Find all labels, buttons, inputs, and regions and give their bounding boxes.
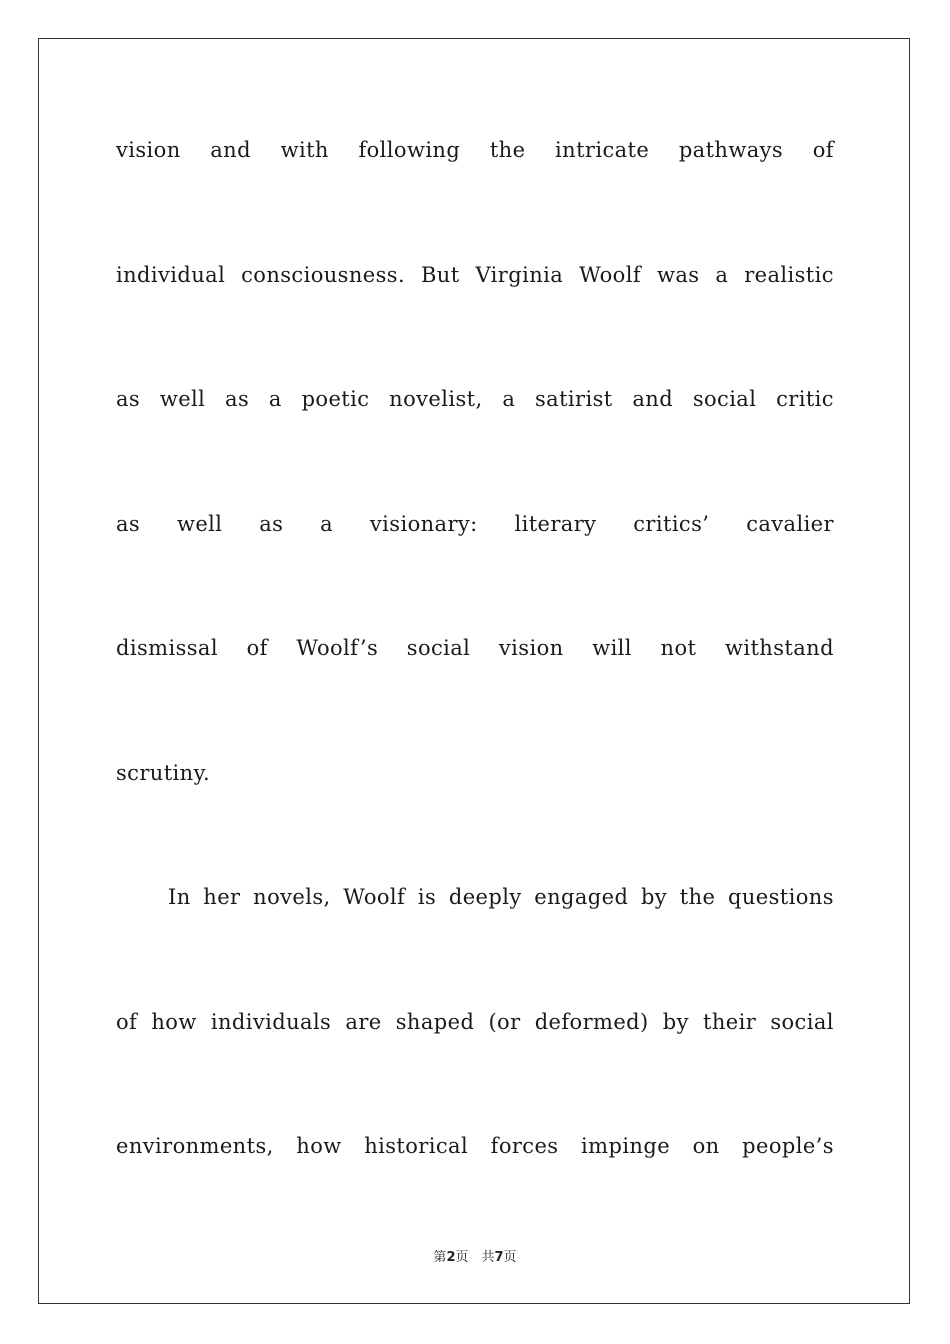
word: how [296,1134,342,1158]
footer-prefix: 第 [433,1250,447,1265]
text-line [116,996,834,1121]
word: individuals [210,1009,332,1034]
word: not [660,636,697,660]
word: deeply [448,885,522,909]
word: the [489,138,526,162]
word: as [259,511,284,536]
word: environments, [116,1134,274,1158]
word: the [679,885,716,909]
document-body [116,124,834,1245]
word: by [662,1009,689,1034]
text-line [116,124,834,249]
word: people’s [742,1134,834,1158]
total-page-number: 7 [494,1250,504,1265]
word: pathways [678,138,784,162]
word: as [116,387,141,411]
word: intricate [555,138,650,162]
word: realistic [744,262,834,287]
word: critic [776,387,834,411]
word: and [210,138,251,162]
word: poetic [301,387,370,411]
word: how [151,1009,197,1034]
word: forces [490,1134,559,1158]
current-page-number: 2 [446,1250,456,1265]
word: questions [728,885,834,909]
word: visionary: [369,511,478,536]
text-line [116,249,834,374]
text-line [116,747,834,872]
word: dismissal [116,636,218,660]
word: her [203,885,241,909]
page-footer [0,1246,950,1265]
word: (or [488,1009,521,1034]
word: by [640,885,668,909]
text-line [116,373,834,498]
word: novels, [253,885,331,909]
word: and [632,387,674,411]
word: deformed) [534,1009,649,1034]
word: shaped [395,1009,475,1034]
word: was [656,262,700,287]
word: well [159,387,206,411]
text-line [116,498,834,623]
word: is [417,885,437,909]
paragraph-end-text: scrutiny. [116,760,211,785]
text-line [116,622,834,747]
word: Woolf’s [296,636,379,660]
word: Woolf [343,885,406,909]
word: of [246,636,268,660]
word: following [358,138,461,162]
word: social [692,387,757,411]
word: Woolf [579,262,642,287]
word: vision [116,138,181,162]
word: of [116,1009,138,1034]
word: as [225,387,250,411]
word: consciousness. [241,262,406,287]
word: a [268,387,282,411]
word: Virginia [475,262,564,287]
word: novelist, [389,387,483,411]
word: well [176,511,223,536]
word: of [812,138,834,162]
word: But [420,262,460,287]
word: as [116,511,141,536]
word: are [345,1009,382,1034]
word: a [715,262,729,287]
word: historical [364,1134,469,1158]
word: social [406,636,471,660]
footer-mid: 页 共 [455,1250,495,1265]
word: a [502,387,516,411]
word: withstand [724,636,834,660]
text-line [116,1120,834,1245]
word: impinge [581,1134,671,1158]
word: critics’ [633,511,710,536]
word: satirist [534,387,613,411]
word: literary [514,511,597,536]
word: In [168,885,191,909]
word: cavalier [746,511,834,536]
word: a [320,511,334,536]
word: engaged [534,885,629,909]
word: on [692,1134,720,1158]
word: individual [116,262,226,287]
word: their [703,1009,757,1034]
footer-suffix: 页 [503,1250,517,1265]
word: social [770,1009,834,1034]
word: vision [498,636,564,660]
word: with [280,138,329,162]
word: will [592,636,632,660]
text-line [116,871,834,996]
